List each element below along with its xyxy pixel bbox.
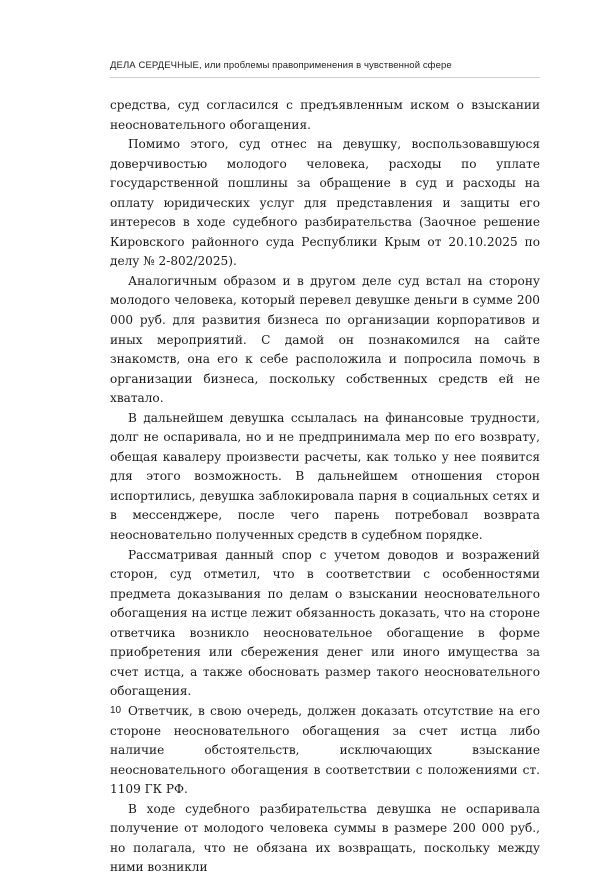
- paragraph: Рассматривая данный спор с учетом доводов и возражений сторон, суд отметил, что в соответствии с особенностями предмета доказывания по делам о взыскании неосновательного обогащения на истце лежит обязанность доказать, что на стороне ответчика возникло неосновательное обогащение в форме приобретения или сбережения денег или иного имущества за счет истца, а также обосновать размер такого неосновательного обогащения.: [110, 547, 540, 699]
- running-header: ДЕЛА СЕРДЕЧНЫЕ, или проблемы правоприменения в чувственной сфере: [110, 60, 452, 71]
- header-rule: [110, 77, 540, 78]
- paragraph: Аналогичным образом и в другом деле суд встал на сторону молодого человека, который перевел девушке деньги в сумме 200 000 руб. для развития бизнеса по организации корпоративов и иных мероприятий. С дамой он познакомился на сайте знакомств, она его к себе расположила и попросила помочь в организации бизнеса, поскольку собственных средств ей не хватало.: [110, 273, 540, 406]
- paragraph-continued: средства, суд согласился с предъявленным иском о взыскании неосновательного обогащения.: [110, 98, 540, 132]
- page-number: 10: [110, 705, 122, 716]
- paragraph: Ответчик, в свою очередь, должен доказать отсутствие на его стороне неосновательного обогащения за счет истца либо наличие обстоятельств, исключающих взыскание неосновательного обогащения в соответствии с положениями ст. 1109 ГК РФ.: [110, 703, 540, 797]
- paragraph: В ходе судебного разбирательства девушка не оспаривала получение от молодого человека суммы в размере 200 000 руб., но полагала, что не обязана их возвращать, поскольку между ними возникли: [110, 801, 540, 875]
- body-text: [110, 96, 540, 878]
- paragraph: В дальнейшем девушка ссылалась на финансовые трудности, долг не оспаривала, но и не предпринимала мер по его возврату, обещая кавалеру произвести расчеты, как только у нее появится для этого возможность. В дальнейшем отношения сторон испортились, девушка заблокировала парня в социальных сетях и в мессенджере, после чего парень потребовал возврата неосновательно полученных средств в судебном порядке.: [110, 410, 540, 543]
- paragraph: Помимо этого, суд отнес на девушку, воспользовавшуюся доверчивостью молодого человека, расходы по уплате государственной пошлины за обращение в суд и расходы на оплату юридических услуг для представления и защиты его интересов в ходе судебного разбирательства (Заочное решение Кировского районного суда Республики Крым от 20.10.2025 по делу № 2-802/2025).: [110, 137, 540, 269]
